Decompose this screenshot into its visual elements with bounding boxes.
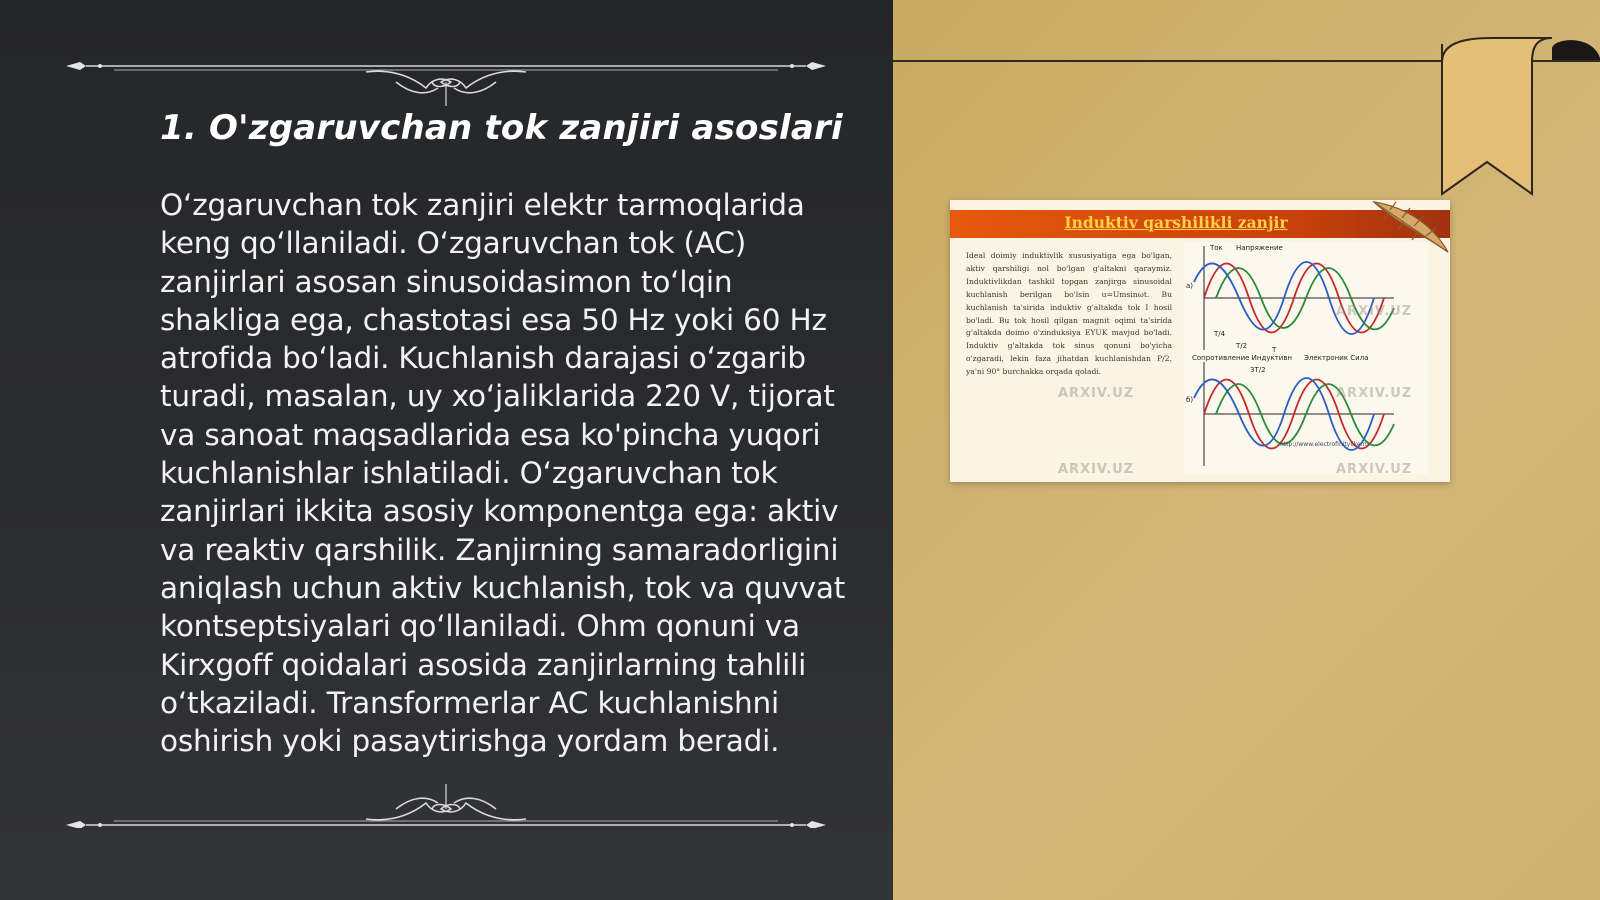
graph-label-mid-left: Сопротивление Индуктивн [1192, 354, 1293, 362]
graph-label-t2: T/2 [1236, 342, 1248, 350]
watermark: ARXIV.UZ [1336, 304, 1413, 319]
bottom-scroll-ornament [66, 778, 826, 828]
graph-source-url: http://www.electrofinitylike.ru [1280, 441, 1369, 448]
figure-title: Induktiv qarshilikli zanjir [1064, 213, 1288, 232]
watermark: ARXIV.UZ [1058, 462, 1135, 477]
graph-label-t: T [1272, 346, 1277, 354]
watermark: ARXIV.UZ [1058, 386, 1135, 401]
watermark: ARXIV.UZ [1336, 386, 1413, 401]
graph-label-voltage: Напряжение [1236, 244, 1283, 252]
graph-mark-b: б) [1186, 396, 1194, 404]
graph-label-t4: T/4 [1214, 330, 1226, 338]
slide-title: 1. O'zgaruvchan tok zanjiri asoslari [160, 108, 843, 148]
graph-label-3t2: 3T/2 [1250, 366, 1266, 374]
watermark: ARXIV.UZ [1336, 462, 1413, 477]
graph-mark-a: а) [1186, 282, 1194, 290]
waveform-graph [1184, 242, 1428, 474]
graph-label-mid-right: Электроник Сила [1304, 354, 1369, 362]
bookmark-ribbon-icon [1432, 34, 1600, 202]
reference-figure [950, 200, 1450, 482]
slide-body-text: O‘zgaruvchan tok zanjiri elektr tarmoqlarida keng qo‘llaniladi. O‘zgaruvchan tok (AC) zanjirlari asosan sinusoidasimon to‘lqin shakliga ega, chastotasi esa 50 Hz yoki 60 Hz atrofida bo‘ladi. Kuchlanish darajasi o‘zgarib turadi, masalan, uy xo‘jaliklarida 220 V, tijorat va sanoat maqsadlarida esa ko'pincha yuqori kuchlanishlar ishlatiladi. O‘zgaruvchan tok zanjirlari ikkita asosiy komponentga ega: aktiv va reaktiv qarshilik. Zanjirning samaradorligini aniqlash uchun aktiv kuchlanish, tok va quvvat kontseptsiyalari qo‘llaniladi. Ohm qonuni va Kirxgoff qoidalari asosida zanjirlarning tahlili o‘tkaziladi. Transformerlar AC kuchlanishni oshirish yoki pasaytirishga yordam beradi. [160, 188, 846, 759]
graph-label-current: Ток [1210, 244, 1223, 252]
figure-body-text: Ideal doimiy induktivlik xususiyatiga ega bo'lgan, aktiv qarshiligi nol bo'lgan g'altakni qaraymiz. Induktivlikdan tashkil topgan zanjirga sinusoidal kuchlanish berilgan bo'lsin u=Umsinωt. Bu kuchlanish ta'sirida induktiv g'altakda tok I hosil bo'ladi. Bu tok hosil qilgan magnit oqimi ta'sirida g'altakda doimo o'zinduksiya EYUK mavjud bo'ladi. Induktiv g'altakda tok sinus qonuni bo'yicha o'zgaradi, lekin faza jihatdan kuchlanishdan P/2, ya'ni 90° burchakka orqada qoladi. [966, 251, 1172, 377]
top-scroll-ornament [66, 58, 826, 108]
